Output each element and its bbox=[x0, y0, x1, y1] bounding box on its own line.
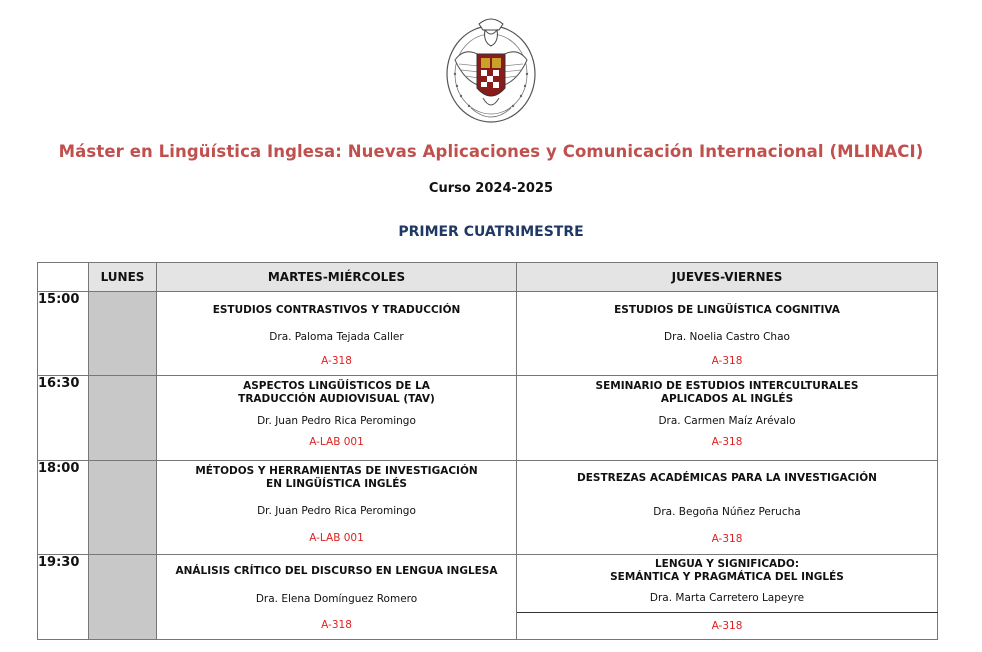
corner-cell bbox=[38, 263, 89, 292]
professor-name: Dra. Elena Domínguez Romero bbox=[255, 593, 418, 605]
room-code: A-318 bbox=[321, 355, 352, 367]
professor-name: Dr. Juan Pedro Rica Peromingo bbox=[257, 505, 416, 517]
time-slot: 19:30 bbox=[38, 555, 89, 640]
program-title: Máster en Lingüística Inglesa: Nuevas Aplicaciones y Comunicación Internacional (MLINACI) bbox=[58, 142, 924, 161]
subject-name: SEMINARIO DE ESTUDIOS INTERCULTURALES APLICADOS AL INGLÉS bbox=[595, 380, 859, 405]
subject-name: MÉTODOS Y HERRAMIENTAS DE INVESTIGACIÓN EN LINGÜÍSTICA INGLÉS bbox=[195, 465, 478, 490]
time-slot: 16:30 bbox=[38, 376, 89, 461]
class-cell bbox=[157, 376, 517, 461]
monday-cell-empty bbox=[89, 292, 157, 376]
class-cell bbox=[517, 461, 938, 555]
subject-name-line2: SEMÁNTICA Y PRAGMÁTICA DEL INGLÉS bbox=[610, 571, 844, 583]
room-code: A-318 bbox=[711, 533, 743, 545]
class-cell bbox=[517, 555, 938, 613]
class-cell bbox=[517, 292, 938, 376]
subject-name: ESTUDIOS CONTRASTIVOS Y TRADUCCIÓN bbox=[212, 304, 461, 316]
room-code: A-LAB 001 bbox=[309, 532, 364, 544]
class-cell bbox=[157, 555, 517, 613]
class-cell bbox=[157, 292, 517, 376]
header-row bbox=[38, 263, 938, 292]
column-header-tue-wed: MARTES-MIÉRCOLES bbox=[157, 263, 517, 292]
professor-name: Dra. Begoña Núñez Perucha bbox=[653, 506, 801, 518]
subject-name: ESTUDIOS DE LINGÜÍSTICA COGNITIVA bbox=[614, 304, 840, 316]
subject-name: ANÁLISIS CRÍTICO DEL DISCURSO EN LENGUA INGLESA bbox=[175, 565, 498, 577]
class-cell bbox=[517, 376, 938, 461]
room-code: A-318 bbox=[711, 355, 743, 367]
time-slot: 18:00 bbox=[38, 461, 89, 555]
table-row bbox=[38, 555, 938, 613]
monday-cell-empty bbox=[89, 461, 157, 555]
professor-name: Dra. Paloma Tejada Caller bbox=[269, 331, 404, 343]
professor-name: Dra. Marta Carretero Lapeyre bbox=[649, 592, 805, 604]
room-code: A-318 bbox=[711, 436, 743, 448]
professor-name: Dra. Carmen Maíz Arévalo bbox=[658, 415, 796, 427]
room-code: A-318 bbox=[711, 619, 743, 632]
table-row bbox=[38, 461, 938, 555]
table-row bbox=[38, 292, 938, 376]
university-crest-logo bbox=[441, 16, 541, 128]
room-cell bbox=[157, 613, 517, 640]
time-slot: 15:00 bbox=[38, 292, 89, 376]
subject-name: DESTREZAS ACADÉMICAS PARA LA INVESTIGACIÓN bbox=[577, 472, 877, 484]
professor-name: Dra. Noelia Castro Chao bbox=[664, 331, 790, 343]
schedule-table bbox=[37, 262, 938, 640]
room-cell bbox=[517, 613, 938, 640]
subject-name: LENGUA Y SIGNIFICADO: bbox=[654, 558, 800, 570]
column-header-thu-fri: JUEVES-VIERNES bbox=[517, 263, 938, 292]
course-year: Curso 2024-2025 bbox=[428, 181, 554, 196]
room-code: A-318 bbox=[321, 619, 352, 632]
subject-name: ASPECTOS LINGÜÍSTICOS DE LA TRADUCCIÓN AUDIOVISUAL (TAV) bbox=[238, 380, 435, 405]
monday-cell-empty bbox=[89, 376, 157, 461]
column-header-mon: LUNES bbox=[89, 263, 157, 292]
room-code: A-LAB 001 bbox=[309, 436, 364, 448]
monday-cell-empty bbox=[89, 555, 157, 640]
semester-heading: PRIMER CUATRIMESTRE bbox=[398, 224, 584, 240]
table-row-room bbox=[38, 613, 938, 640]
table-row bbox=[38, 376, 938, 461]
professor-name: Dr. Juan Pedro Rica Peromingo bbox=[257, 415, 416, 427]
class-cell bbox=[157, 461, 517, 555]
